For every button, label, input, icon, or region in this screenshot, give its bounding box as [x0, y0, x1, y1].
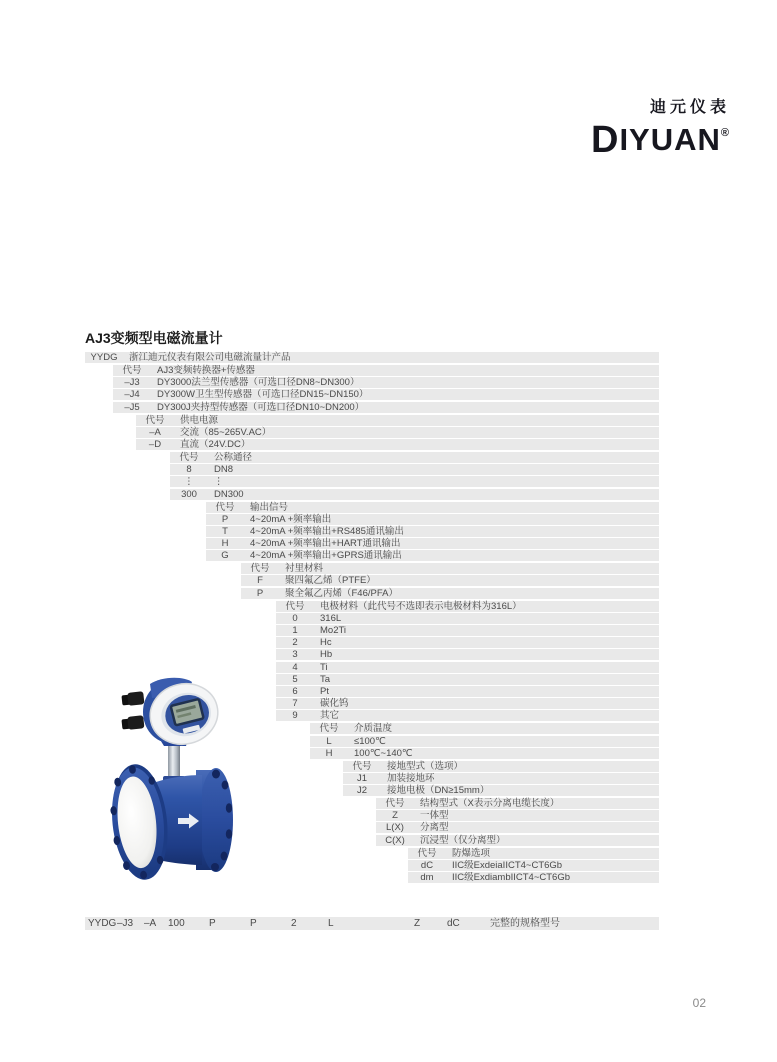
- code-cell: H: [325, 747, 333, 759]
- code-cell: YYDG: [90, 352, 118, 363]
- desc-cell: 4~20mA +频率输出+RS485通讯输出: [250, 525, 404, 537]
- code-row: [408, 860, 659, 871]
- code-cell: 4: [292, 661, 298, 673]
- code-cell: 5: [292, 673, 298, 685]
- code-cell: 2: [292, 637, 298, 649]
- desc-cell: 316L: [320, 612, 342, 624]
- desc-cell: 4~20mA +频率输出+HART通讯输出: [250, 538, 401, 550]
- code-row: [276, 710, 659, 721]
- code-cell: J1: [356, 772, 368, 784]
- meter-transmitter-head: [121, 677, 224, 752]
- page-number: 02: [692, 996, 706, 1010]
- desc-cell: Pt: [320, 685, 329, 697]
- code-row: [276, 625, 659, 636]
- example-code-item: 100: [168, 918, 185, 929]
- code-row: [136, 427, 659, 438]
- desc-cell: ≤100℃: [354, 735, 386, 747]
- group-header-row: [136, 415, 659, 426]
- desc-cell: IIC级ExdeiaIICT4~CT6Gb: [452, 859, 563, 871]
- code-cell: –J5: [124, 401, 140, 413]
- desc-cell: 供电电源: [180, 414, 219, 426]
- brand-name-chinese: 迪元仪表: [649, 99, 730, 116]
- example-code-item: Z: [414, 918, 421, 929]
- code-cell: dC: [420, 859, 434, 871]
- desc-cell: DN300: [214, 488, 244, 500]
- desc-cell: 接地电极（DN≥15mm）: [387, 785, 490, 797]
- desc-cell: 直流（24V.DC）: [180, 438, 251, 450]
- desc-cell: Hc: [320, 637, 332, 649]
- desc-cell: 公称通径: [214, 451, 253, 463]
- code-group: [85, 502, 659, 562]
- code-row: [276, 686, 659, 697]
- desc-cell: 一体型: [420, 810, 449, 822]
- code-row: [276, 662, 659, 673]
- logo-d-glyph: D: [590, 119, 620, 161]
- desc-cell: 100℃~140℃: [354, 747, 413, 759]
- registered-mark: ®: [720, 127, 730, 139]
- code-cell: dm: [420, 872, 434, 883]
- group-header-row: [310, 723, 659, 734]
- code-group: [85, 415, 659, 450]
- group-header-row: [276, 601, 659, 612]
- logo-rest: IYUAN: [619, 122, 721, 157]
- code-cell: 代号: [250, 563, 270, 575]
- desc-cell: 输出信号: [250, 501, 289, 513]
- desc-cell: 4~20mA +频率输出: [250, 513, 332, 525]
- code-row: [170, 464, 659, 475]
- code-row: [343, 773, 659, 784]
- code-row: [376, 835, 659, 846]
- code-group: [85, 365, 659, 413]
- code-cell: 7: [292, 698, 298, 710]
- example-code-item: –A: [144, 918, 157, 929]
- cable-gland-icon: [121, 691, 144, 706]
- desc-cell: 聚全氟乙丙烯（F46/PFA）: [285, 587, 398, 599]
- code-cell: 代号: [215, 501, 235, 513]
- code-cell: –D: [148, 438, 162, 450]
- code-cell: J2: [356, 785, 368, 797]
- code-cell: 代号: [385, 798, 405, 810]
- code-cell: –A: [149, 426, 161, 438]
- code-cell: 代号: [285, 600, 305, 612]
- desc-cell: 分离型: [420, 822, 449, 834]
- code-cell: 3: [292, 649, 298, 661]
- code-row: [113, 389, 659, 400]
- code-cell: 代号: [352, 760, 372, 772]
- code-row: [206, 550, 659, 561]
- example-code-item: YYDG: [88, 918, 117, 929]
- group-header-row: [241, 563, 659, 574]
- code-cell: H: [221, 538, 229, 550]
- desc-cell: DY300W卫生型传感器（可选口径DN15~DN150）: [157, 389, 369, 401]
- code-cell: –J3: [124, 377, 140, 389]
- code-row: [85, 352, 659, 363]
- example-code-item: –J3: [117, 918, 134, 929]
- group-header-row: [113, 365, 659, 376]
- desc-cell: 其它: [320, 710, 340, 722]
- cable-gland-icon: [121, 715, 144, 730]
- desc-cell: DY3000法兰型传感器（可选口径DN8~DN300）: [157, 377, 360, 389]
- group-header-row: [408, 848, 659, 859]
- code-cell: P: [221, 513, 229, 525]
- desc-cell: 浙江迪元仪表有限公司电磁流量计产品: [129, 352, 291, 363]
- code-cell: G: [221, 550, 229, 562]
- desc-cell: 沉浸型（仅分离型）: [420, 834, 506, 846]
- code-row: [276, 637, 659, 648]
- code-row: [206, 538, 659, 549]
- code-cell: P: [256, 587, 264, 599]
- desc-cell: 介质温度: [354, 723, 393, 735]
- group-header-row: [206, 502, 659, 513]
- code-row: [343, 785, 659, 796]
- code-row: [376, 822, 659, 833]
- code-cell: 代号: [319, 723, 339, 735]
- desc-cell: 碳化钨: [320, 698, 349, 710]
- example-code-item: 完整的规格型号: [490, 918, 560, 929]
- example-code-item: P: [209, 918, 216, 929]
- code-row: [170, 489, 659, 500]
- desc-cell: 防爆选项: [452, 847, 491, 859]
- code-row: [276, 698, 659, 709]
- code-cell: 300: [181, 488, 197, 500]
- desc-cell: 衬里材料: [285, 563, 324, 575]
- code-row: [310, 736, 659, 747]
- flowmeter-product-image: [92, 672, 292, 922]
- code-group: [85, 352, 659, 363]
- code-row: [276, 649, 659, 660]
- group-header-row: [376, 798, 659, 809]
- code-row: [206, 526, 659, 537]
- section-title: AJ3变频型电磁流量计: [85, 330, 223, 346]
- code-group: [85, 452, 659, 500]
- code-cell: Z: [392, 810, 398, 822]
- code-cell: 8: [186, 464, 192, 476]
- code-row: [206, 514, 659, 525]
- code-row: [276, 674, 659, 685]
- desc-cell: DN8: [214, 464, 234, 476]
- desc-cell: DY300J夹持型传感器（可选口径DN10~DN200）: [157, 401, 365, 413]
- code-cell: 9: [292, 710, 298, 722]
- code-cell: 6: [292, 685, 298, 697]
- example-code-item: dC: [447, 918, 460, 929]
- meter-left-flange: [106, 761, 173, 882]
- desc-cell: 聚四氟乙烯（PTFE）: [285, 575, 376, 587]
- example-code-item: L: [328, 918, 334, 929]
- code-cell: 0: [292, 612, 298, 624]
- desc-cell: 电极材料（此代号不选即表示电极材料为316L）: [320, 600, 522, 612]
- desc-cell: 交流（85~265V.AC）: [180, 426, 272, 438]
- code-row: [113, 402, 659, 413]
- code-cell: T: [222, 525, 228, 537]
- brand-logo: [590, 99, 730, 161]
- brand-name-english: [590, 118, 730, 161]
- code-cell: 代号: [417, 847, 437, 859]
- example-code-item: 2: [291, 918, 297, 929]
- desc-cell: Ta: [320, 673, 331, 685]
- code-cell: –J4: [124, 389, 140, 401]
- code-row: [408, 872, 659, 883]
- code-cell: F: [257, 575, 263, 587]
- desc-cell: AJ3变频转换器+传感器: [157, 365, 255, 376]
- desc-cell: 接地型式（选项）: [387, 760, 464, 772]
- code-cell: C(X): [385, 834, 405, 846]
- desc-cell: IIC级ExdiambIICT4~CT6Gb: [452, 872, 570, 883]
- code-row: [170, 476, 659, 487]
- code-row: [136, 439, 659, 450]
- group-header-row: [170, 452, 659, 463]
- code-group: [85, 563, 659, 598]
- code-cell: 代号: [122, 365, 142, 376]
- desc-cell: Hb: [320, 649, 333, 661]
- code-row: [376, 810, 659, 821]
- desc-cell: Mo2Ti: [320, 625, 347, 636]
- code-row: [113, 377, 659, 388]
- code-cell: L(X): [386, 822, 404, 834]
- desc-cell: 加装接地环: [387, 772, 435, 784]
- example-code-item: P: [250, 918, 257, 929]
- code-row: [276, 613, 659, 624]
- desc-cell: Ti: [320, 661, 328, 673]
- group-header-row: [343, 761, 659, 772]
- code-row: [241, 575, 659, 586]
- code-cell: 代号: [145, 414, 165, 426]
- code-cell: 代号: [179, 451, 199, 463]
- code-cell: 1: [292, 625, 298, 636]
- code-row: [241, 588, 659, 599]
- desc-cell: 结构型式（X表示分离电缆长度）: [420, 798, 560, 810]
- desc-cell: 4~20mA +频率输出+GPRS通讯输出: [250, 550, 402, 562]
- code-cell: ⋮: [184, 476, 194, 488]
- code-row: [310, 748, 659, 759]
- desc-cell: ⋮: [214, 476, 224, 488]
- code-cell: L: [326, 735, 332, 747]
